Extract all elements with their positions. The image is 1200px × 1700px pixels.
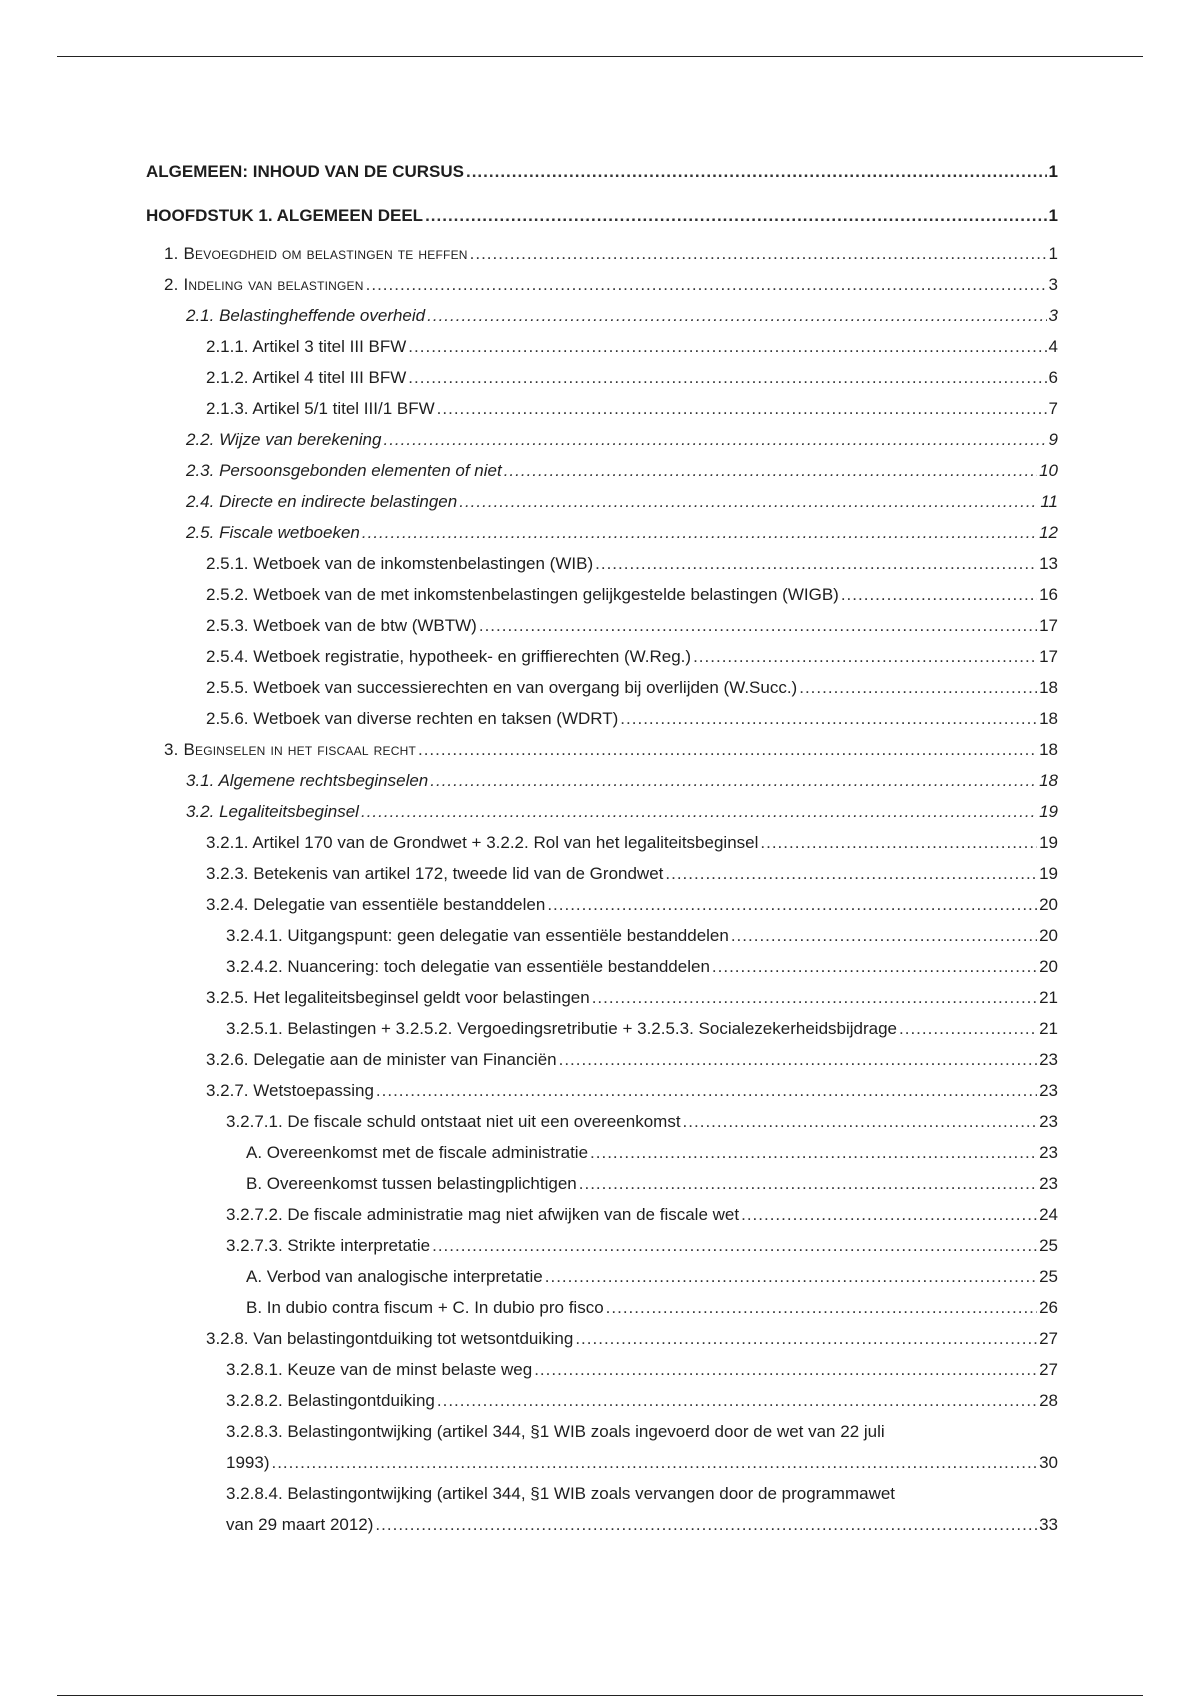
toc-page-number: 23: [1039, 1050, 1058, 1069]
toc-entry-title: 3.2.7.3. Strikte interpretatie: [226, 1236, 431, 1255]
dot-leader: [899, 1013, 1037, 1044]
toc-entry-title: 2.5.5. Wetboek van successierechten en van overgang bij overlijden (W.Succ.): [206, 678, 798, 697]
dot-leader: [712, 951, 1037, 982]
toc-entry[interactable]: [146, 1230, 1058, 1261]
toc-entry-title: 3.2.4.2. Nuancering: toch delegatie van essentiële bestanddelen: [226, 957, 710, 976]
toc-page-number: 18: [1039, 678, 1058, 697]
toc-page-number: 33: [1039, 1515, 1058, 1534]
toc-entry-title: 2. Indeling van belastingen: [164, 275, 364, 294]
toc-entry[interactable]: [146, 150, 1058, 194]
toc-entry-title: 3.2.6. Delegatie aan de minister van Financiën: [206, 1050, 557, 1069]
toc-entry[interactable]: [146, 1354, 1058, 1385]
dot-leader: [606, 1292, 1037, 1323]
dot-leader: [620, 703, 1037, 734]
toc-page-number: 1: [1048, 162, 1058, 181]
toc-entry[interactable]: [146, 517, 1058, 548]
toc-entry-title: 2.4. Directe en indirecte belastingen: [186, 492, 458, 511]
toc-entry[interactable]: [146, 1075, 1058, 1106]
toc-entry-title: 2.5.4. Wetboek registratie, hypotheek- en griffierechten (W.Reg.): [206, 647, 692, 666]
toc-entry[interactable]: [146, 1323, 1058, 1354]
dot-leader: [375, 1509, 1037, 1540]
toc-entry[interactable]: [146, 1292, 1058, 1323]
toc-entry-title: 3.2.8.3. Belastingontwijking (artikel 344, §1 WIB zoals ingevoerd door de wet van 22 juli: [226, 1422, 885, 1441]
toc-page-number: 18: [1039, 709, 1058, 728]
dot-leader: [437, 1385, 1037, 1416]
toc-page-number: 27: [1039, 1329, 1058, 1348]
toc-page-number: 21: [1039, 988, 1058, 1007]
dot-leader: [534, 1354, 1037, 1385]
toc-entry-title: 2.1.3. Artikel 5/1 titel III/1 BFW: [206, 399, 435, 418]
toc-entry[interactable]: [146, 393, 1058, 424]
toc-page-number: 9: [1048, 430, 1058, 449]
toc-entry[interactable]: [146, 424, 1058, 455]
toc-entry[interactable]: [146, 548, 1058, 579]
toc-entry-title: 3.2.8.1. Keuze van de minst belaste weg: [226, 1360, 533, 1379]
toc-entry-title: 2.5. Fiscale wetboeken: [186, 523, 360, 542]
dot-leader: [575, 1323, 1037, 1354]
toc-entry[interactable]: [146, 579, 1058, 610]
dot-leader: [437, 393, 1047, 424]
toc-entry[interactable]: [146, 194, 1058, 238]
dot-leader: [590, 1137, 1037, 1168]
dot-leader: [592, 982, 1037, 1013]
dot-leader: [731, 920, 1037, 951]
toc-entry-title: 2.1.2. Artikel 4 titel III BFW: [206, 368, 407, 387]
toc-entry-title: 3.2.4. Delegatie van essentiële bestanddelen: [206, 895, 546, 914]
dot-leader: [459, 486, 1038, 517]
dot-leader: [665, 858, 1037, 889]
toc-entry-title: 3.2.7. Wetstoepassing: [206, 1081, 374, 1100]
toc-page-number: 18: [1039, 771, 1058, 790]
toc-page-number: 19: [1039, 864, 1058, 883]
toc-entry[interactable]: [146, 269, 1058, 300]
dot-leader: [760, 827, 1037, 858]
dot-leader: [466, 150, 1047, 194]
toc-entry[interactable]: [146, 641, 1058, 672]
dot-leader: [427, 300, 1046, 331]
toc-entry-title: 3.2.1. Artikel 170 van de Grondwet + 3.2.2. Rol van het legaliteitsbeginsel: [206, 833, 759, 852]
toc-entry-title: B. Overeenkomst tussen belastingplichtigen: [246, 1174, 577, 1193]
toc-entry-title: 3. Beginselen in het fiscaal recht: [164, 740, 416, 759]
dot-leader: [376, 1075, 1037, 1106]
toc-entry-title: 3.2.7.2. De fiscale administratie mag niet afwijken van de fiscale wet: [226, 1205, 740, 1224]
toc-entry[interactable]: [146, 920, 1058, 951]
toc-entry-title: A. Verbod van analogische interpretatie: [246, 1267, 543, 1286]
toc-entry[interactable]: [146, 765, 1058, 796]
toc-entry-title: 3.2.8. Van belastingontduiking tot wetsontduiking: [206, 1329, 574, 1348]
toc-page-number: 11: [1040, 492, 1058, 511]
toc-entry[interactable]: [146, 300, 1058, 331]
toc-entry[interactable]: [146, 486, 1058, 517]
toc-entry[interactable]: [146, 703, 1058, 734]
toc-entry[interactable]: [146, 1478, 1058, 1540]
toc-page-number: 18: [1039, 740, 1058, 759]
toc-entry-title: 3.2.3. Betekenis van artikel 172, tweede lid van de Grondwet: [206, 864, 664, 883]
toc-entry[interactable]: [146, 796, 1058, 827]
toc-entry-title: 2.3. Persoonsgebonden elementen of niet: [186, 461, 502, 480]
dot-leader: [504, 455, 1037, 486]
toc-page-number: 1: [1048, 206, 1058, 225]
toc-page-number: 23: [1039, 1174, 1058, 1193]
toc-entry[interactable]: [146, 1385, 1058, 1416]
toc-entry[interactable]: [146, 610, 1058, 641]
toc-page-number: 26: [1039, 1298, 1058, 1317]
dot-leader: [432, 1230, 1037, 1261]
toc-entry-title: 3.2.8.2. Belastingontduiking: [226, 1391, 435, 1410]
toc-entry[interactable]: [146, 889, 1058, 920]
toc-entry[interactable]: [146, 1106, 1058, 1137]
toc-entry-title: 2.2. Wijze van berekening: [186, 430, 382, 449]
dot-leader: [579, 1168, 1037, 1199]
toc-entry-title: HOOFDSTUK 1. ALGEMEEN DEEL: [146, 206, 424, 225]
toc-entry[interactable]: [146, 1261, 1058, 1292]
toc-entry[interactable]: [146, 1416, 1058, 1478]
toc-entry-title-continued: 1993): [226, 1453, 270, 1472]
toc-entry-title: 3.2.7.1. De fiscale schuld ontstaat niet uit een overeenkomst: [226, 1112, 681, 1131]
toc-page-number: 20: [1039, 926, 1058, 945]
toc-entry-title: A. Overeenkomst met de fiscale administratie: [246, 1143, 589, 1162]
toc-page-number: 17: [1039, 616, 1058, 635]
toc-entry[interactable]: [146, 734, 1058, 765]
toc-page-number: 19: [1039, 833, 1058, 852]
toc-page-number: 6: [1048, 368, 1058, 387]
toc-page-number: 21: [1039, 1019, 1058, 1038]
dot-leader: [408, 362, 1046, 393]
dot-leader: [693, 641, 1037, 672]
dot-leader: [361, 796, 1037, 827]
toc-entry-title: 2.1. Belastingheffende overheid: [186, 306, 426, 325]
toc-entry[interactable]: [146, 951, 1058, 982]
toc-entry[interactable]: [146, 858, 1058, 889]
table-of-contents: [146, 150, 1058, 1540]
toc-entry-title-continued: van 29 maart 2012): [226, 1515, 374, 1534]
toc-page-number: 25: [1039, 1236, 1058, 1255]
toc-entry-title: B. In dubio contra fiscum + C. In dubio pro fisco: [246, 1298, 604, 1317]
dot-leader: [470, 238, 1047, 269]
toc-page-number: 16: [1039, 585, 1058, 604]
toc-entry-title: 2.5.6. Wetboek van diverse rechten en taksen (WDRT): [206, 709, 619, 728]
toc-page-number: 10: [1039, 461, 1058, 480]
toc-entry-title: 2.5.3. Wetboek van de btw (WBTW): [206, 616, 477, 635]
toc-page-number: 3: [1048, 306, 1058, 325]
toc-entry[interactable]: [146, 1199, 1058, 1230]
dot-leader: [595, 548, 1037, 579]
dot-leader: [425, 194, 1046, 238]
toc-entry-title: 2.1.1. Artikel 3 titel III BFW: [206, 337, 407, 356]
toc-page-number: 17: [1039, 647, 1058, 666]
dot-leader: [362, 517, 1037, 548]
toc-entry-title: 3.1. Algemene rechtsbeginselen: [186, 771, 429, 790]
dot-leader: [545, 1261, 1037, 1292]
dot-leader: [547, 889, 1037, 920]
dot-leader: [799, 672, 1037, 703]
toc-page-number: 3: [1048, 275, 1058, 294]
toc-page-number: 28: [1039, 1391, 1058, 1410]
toc-entry[interactable]: [146, 827, 1058, 858]
toc-entry[interactable]: [146, 982, 1058, 1013]
dot-leader: [271, 1447, 1037, 1478]
toc-page-number: 23: [1039, 1081, 1058, 1100]
dot-leader: [683, 1106, 1038, 1137]
toc-page-number: 23: [1039, 1143, 1058, 1162]
toc-page-number: 20: [1039, 895, 1058, 914]
toc-entry[interactable]: [146, 1044, 1058, 1075]
dot-leader: [841, 579, 1037, 610]
toc-entry[interactable]: [146, 362, 1058, 393]
toc-entry-title: 2.5.1. Wetboek van de inkomstenbelastingen (WIB): [206, 554, 594, 573]
dot-leader: [418, 734, 1037, 765]
toc-page-number: 20: [1039, 957, 1058, 976]
top-rule: [57, 56, 1143, 57]
toc-entry-title: 3.2.5.1. Belastingen + 3.2.5.2. Vergoedingsretributie + 3.2.5.3. Socialezekerheidsbijdrage: [226, 1019, 898, 1038]
toc-entry-title: 3.2.8.4. Belastingontwijking (artikel 344, §1 WIB zoals vervangen door de programmawet: [226, 1484, 896, 1503]
toc-entry[interactable]: [146, 238, 1058, 269]
dot-leader: [366, 269, 1047, 300]
toc-entry[interactable]: [146, 672, 1058, 703]
dot-leader: [383, 424, 1046, 455]
dot-leader: [430, 765, 1037, 796]
toc-entry[interactable]: [146, 331, 1058, 362]
toc-entry[interactable]: [146, 455, 1058, 486]
toc-entry-title: 2.5.2. Wetboek van de met inkomstenbelastingen gelijkgestelde belastingen (WIGB): [206, 585, 839, 604]
toc-entry-title: 3.2. Legaliteitsbeginsel: [186, 802, 359, 821]
toc-entry-title: ALGEMEEN: INHOUD VAN DE CURSUS: [146, 162, 464, 181]
toc-entry[interactable]: [146, 1013, 1058, 1044]
toc-entry-title: 1. Bevoegdheid om belastingen te heffen: [164, 244, 468, 263]
toc-page-number: 24: [1039, 1205, 1058, 1224]
toc-page-number: 4: [1048, 337, 1058, 356]
toc-page-number: 19: [1039, 802, 1058, 821]
toc-page-number: 23: [1039, 1112, 1058, 1131]
toc-page-number: 12: [1039, 523, 1058, 542]
toc-page-number: 13: [1039, 554, 1058, 573]
toc-entry-title: 3.2.4.1. Uitgangspunt: geen delegatie van essentiële bestanddelen: [226, 926, 729, 945]
dot-leader: [408, 331, 1046, 362]
toc-page-number: 25: [1039, 1267, 1058, 1286]
dot-leader: [741, 1199, 1037, 1230]
toc-entry-title: 3.2.5. Het legaliteitsbeginsel geldt voor belastingen: [206, 988, 590, 1007]
dot-leader: [559, 1044, 1037, 1075]
toc-entry[interactable]: [146, 1137, 1058, 1168]
bottom-rule: [57, 1695, 1143, 1696]
dot-leader: [479, 610, 1037, 641]
toc-page-number: 1: [1048, 244, 1058, 263]
toc-entry[interactable]: [146, 1168, 1058, 1199]
toc-page-number: 27: [1039, 1360, 1058, 1379]
toc-page-number: 7: [1048, 399, 1058, 418]
toc-page-number: 30: [1039, 1453, 1058, 1472]
